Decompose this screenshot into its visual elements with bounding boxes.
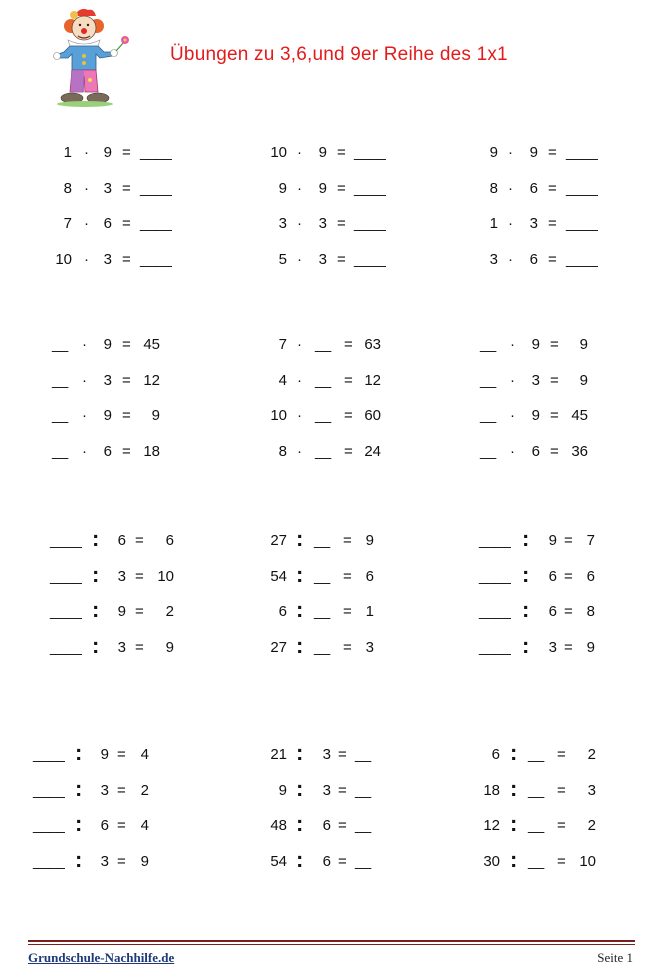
operand-a: 8 (278, 443, 287, 461)
equals-sign: = (550, 407, 559, 425)
operand-a: 5 (278, 251, 287, 269)
operand-a: 30 (483, 853, 500, 871)
answer-blank[interactable]: __ (52, 336, 68, 353)
equals-sign: = (117, 746, 126, 763)
operand-a: 7 (278, 336, 287, 353)
operand-a: 9 (278, 781, 287, 799)
equals-sign: = (550, 336, 559, 353)
answer-blank[interactable]: __ (528, 746, 544, 763)
answer-blank[interactable]: __ (52, 371, 68, 389)
operator: · (297, 215, 302, 233)
operand-a: 21 (270, 746, 287, 763)
answer-blank[interactable]: __ (52, 407, 68, 425)
answer-blank[interactable]: ____ (50, 639, 82, 657)
answer-blank[interactable]: __ (315, 371, 331, 389)
footer-rule (28, 940, 635, 942)
answer-blank[interactable]: ____ (354, 215, 386, 233)
operator: : (92, 526, 100, 551)
operand-a: 9 (489, 144, 498, 161)
operand-b: 3 (318, 215, 327, 233)
operand-b: 6 (322, 853, 331, 871)
answer-blank[interactable]: __ (528, 853, 544, 871)
operand-a: 1 (63, 144, 72, 161)
equals-sign: = (343, 567, 352, 585)
answer-blank[interactable]: ____ (354, 251, 386, 269)
answer-blank[interactable]: ____ (50, 567, 82, 585)
operand-a: 27 (270, 639, 287, 657)
answer-blank[interactable]: ____ (140, 251, 172, 269)
operator: : (296, 561, 304, 587)
operand-b: 3 (322, 746, 331, 763)
answer-blank[interactable]: __ (355, 746, 371, 763)
operator: : (522, 633, 530, 659)
operand-b: 9 (548, 532, 557, 549)
operand-b: 6 (548, 567, 557, 585)
operator: · (508, 179, 513, 197)
result: 60 (364, 407, 381, 425)
answer-blank[interactable]: __ (480, 407, 496, 425)
equals-sign: = (548, 215, 557, 233)
operator: : (296, 597, 304, 623)
result: 4 (140, 817, 149, 835)
answer-blank[interactable]: ____ (33, 746, 65, 763)
answer-blank[interactable]: __ (355, 781, 371, 799)
answer-blank[interactable]: ____ (566, 251, 598, 269)
operator: · (297, 179, 302, 197)
equals-sign: = (564, 532, 573, 549)
operand-b: 3 (531, 371, 540, 389)
result: 10 (157, 567, 174, 585)
equals-sign: = (135, 532, 144, 549)
page-title: Übungen zu 3,6,und 9er Reihe des 1x1 (170, 44, 508, 65)
result: 12 (364, 371, 381, 389)
operand-a: 54 (270, 853, 287, 871)
answer-blank[interactable]: __ (355, 853, 371, 871)
answer-blank[interactable]: __ (480, 371, 496, 389)
operand-b: 9 (103, 144, 112, 161)
result: 63 (364, 336, 381, 353)
operand-b: 9 (531, 336, 540, 353)
answer-blank[interactable]: __ (528, 781, 544, 799)
equals-sign: = (557, 853, 566, 871)
operator: · (84, 179, 89, 197)
operator: · (84, 215, 89, 233)
operator: : (92, 561, 100, 587)
operand-b: 3 (103, 179, 112, 197)
equals-sign: = (338, 746, 347, 763)
answer-blank[interactable]: __ (315, 407, 331, 425)
footer-divider (28, 940, 635, 945)
answer-blank[interactable]: ____ (479, 639, 511, 657)
operand-b: 3 (117, 567, 126, 585)
operand-b: 9 (318, 144, 327, 161)
operand-a: 10 (55, 251, 72, 269)
answer-blank[interactable]: ____ (50, 532, 82, 549)
result: 7 (586, 532, 595, 549)
equals-sign: = (338, 817, 347, 835)
operator: : (296, 526, 304, 551)
operator: : (92, 597, 100, 623)
operand-b: 6 (103, 215, 112, 233)
answer-blank[interactable]: ____ (566, 144, 598, 161)
operator: : (75, 775, 83, 801)
result: 3 (365, 639, 374, 657)
operand-b: 3 (548, 639, 557, 657)
operand-a: 3 (278, 215, 287, 233)
operator: : (510, 811, 518, 837)
footer-rule (28, 944, 635, 945)
operand-b: 3 (318, 251, 327, 269)
operator: : (75, 847, 83, 873)
answer-blank[interactable]: __ (480, 336, 496, 353)
operator: : (296, 740, 304, 765)
operand-b: 6 (100, 817, 109, 835)
result: 2 (587, 817, 596, 835)
result: 10 (579, 853, 596, 871)
operator: · (508, 144, 513, 161)
operator: · (297, 336, 302, 353)
operand-a: 12 (483, 817, 500, 835)
result: 9 (140, 853, 149, 871)
operand-b: 3 (103, 371, 112, 389)
answer-blank[interactable]: __ (480, 443, 496, 461)
operand-b: 6 (529, 251, 538, 269)
operator: : (522, 526, 530, 551)
equals-sign: = (337, 215, 346, 233)
equals-sign: = (557, 781, 566, 799)
equals-sign: = (117, 817, 126, 835)
operand-a: 48 (270, 817, 287, 835)
operand-b: 6 (103, 443, 112, 461)
operand-a: 3 (489, 251, 498, 269)
operand-b: 9 (117, 603, 126, 621)
result: 9 (151, 407, 160, 425)
result: 2 (165, 603, 174, 621)
equals-sign: = (550, 371, 559, 389)
answer-blank[interactable]: ____ (33, 853, 65, 871)
equals-sign: = (122, 371, 131, 389)
operator: · (510, 443, 515, 461)
equals-sign: = (122, 443, 131, 461)
answer-blank[interactable]: ____ (140, 179, 172, 197)
equals-sign: = (343, 639, 352, 657)
answer-blank[interactable]: ____ (33, 781, 65, 799)
equals-sign: = (344, 407, 353, 425)
result: 9 (586, 639, 595, 657)
operator: : (510, 847, 518, 873)
equals-sign: = (122, 336, 131, 353)
answer-blank[interactable]: __ (314, 532, 330, 549)
result: 2 (140, 781, 149, 799)
equals-sign: = (117, 781, 126, 799)
result: 9 (165, 639, 174, 657)
operator: : (296, 633, 304, 659)
equals-sign: = (338, 853, 347, 871)
equals-sign: = (557, 817, 566, 835)
answer-blank[interactable]: __ (355, 817, 371, 835)
equals-sign: = (135, 567, 144, 585)
operator: · (297, 407, 302, 425)
operator: : (75, 740, 83, 765)
answer-blank[interactable]: ____ (354, 144, 386, 161)
operator: : (296, 811, 304, 837)
result: 6 (365, 567, 374, 585)
equals-sign: = (337, 144, 346, 161)
operator: · (82, 443, 87, 461)
operator: · (510, 336, 515, 353)
operand-a: 18 (483, 781, 500, 799)
operator: · (297, 251, 302, 269)
operand-b: 3 (322, 781, 331, 799)
operand-b: 9 (103, 336, 112, 353)
operand-a: 27 (270, 532, 287, 549)
equals-sign: = (550, 443, 559, 461)
operand-b: 9 (531, 407, 540, 425)
operator: · (297, 371, 302, 389)
result: 3 (587, 781, 596, 799)
operand-b: 9 (529, 144, 538, 161)
operand-b: 3 (529, 215, 538, 233)
equals-sign: = (117, 853, 126, 871)
operator: · (82, 336, 87, 353)
operator: : (296, 847, 304, 873)
answer-blank[interactable]: __ (528, 817, 544, 835)
equals-sign: = (135, 603, 144, 621)
equals-sign: = (343, 532, 352, 549)
answer-blank[interactable]: __ (314, 603, 330, 621)
answer-blank[interactable]: ____ (479, 532, 511, 549)
operand-a: 1 (489, 215, 498, 233)
operator: : (75, 811, 83, 837)
answer-blank[interactable]: __ (315, 336, 331, 353)
operand-b: 6 (322, 817, 331, 835)
answer-blank[interactable]: ____ (140, 215, 172, 233)
result: 9 (579, 371, 588, 389)
equals-sign: = (338, 781, 347, 799)
equals-sign: = (564, 567, 573, 585)
operator: · (84, 144, 89, 161)
operator: : (510, 775, 518, 801)
operator: · (297, 144, 302, 161)
operand-b: 9 (318, 179, 327, 197)
answer-blank[interactable]: __ (315, 443, 331, 461)
equals-sign: = (337, 251, 346, 269)
equals-sign: = (337, 179, 346, 197)
operand-a: 8 (489, 179, 498, 197)
operand-b: 9 (100, 746, 109, 763)
equals-sign: = (135, 639, 144, 657)
result: 2 (587, 746, 596, 763)
operator: · (82, 407, 87, 425)
equals-sign: = (122, 179, 131, 197)
operand-a: 4 (278, 371, 287, 389)
equals-sign: = (564, 639, 573, 657)
equals-sign: = (548, 179, 557, 197)
operand-b: 3 (100, 781, 109, 799)
result: 36 (571, 443, 588, 461)
operator: : (510, 740, 518, 765)
result: 4 (140, 746, 149, 763)
operator: · (510, 371, 515, 389)
operand-a: 10 (270, 144, 287, 161)
operator: · (297, 443, 302, 461)
result: 45 (571, 407, 588, 425)
operand-b: 9 (103, 407, 112, 425)
operator: : (296, 775, 304, 801)
operand-a: 6 (278, 603, 287, 621)
result: 8 (586, 603, 595, 621)
operator: : (92, 633, 100, 659)
equals-sign: = (344, 336, 353, 353)
equals-sign: = (557, 746, 566, 763)
equals-sign: = (122, 144, 131, 161)
result: 24 (364, 443, 381, 461)
operand-a: 6 (491, 746, 500, 763)
equals-sign: = (122, 251, 131, 269)
operand-b: 3 (100, 853, 109, 871)
answer-blank[interactable]: __ (52, 443, 68, 461)
footer-site-link[interactable]: Grundschule-Nachhilfe.de (28, 950, 175, 965)
operand-b: 6 (117, 532, 126, 549)
operator: · (82, 371, 87, 389)
equals-sign: = (122, 407, 131, 425)
answer-blank[interactable]: ____ (479, 603, 511, 621)
operand-b: 3 (117, 639, 126, 657)
equals-sign: = (344, 371, 353, 389)
operator: · (510, 407, 515, 425)
answer-blank[interactable]: ____ (479, 567, 511, 585)
equals-sign: = (343, 603, 352, 621)
operand-b: 3 (103, 251, 112, 269)
answer-blank[interactable]: ____ (354, 179, 386, 197)
operand-b: 6 (529, 179, 538, 197)
result: 45 (143, 336, 160, 353)
result: 18 (143, 443, 160, 461)
footer-page-number: Seite 1 (597, 950, 633, 965)
operand-b: 6 (531, 443, 540, 461)
operand-a: 7 (63, 215, 72, 233)
equals-sign: = (548, 144, 557, 161)
answer-blank[interactable]: __ (314, 567, 330, 585)
operand-b: 6 (548, 603, 557, 621)
answer-blank[interactable]: ____ (33, 817, 65, 835)
result: 6 (586, 567, 595, 585)
equals-sign: = (564, 603, 573, 621)
operator: : (522, 597, 530, 623)
operator: · (84, 251, 89, 269)
operator: : (522, 561, 530, 587)
clown-illustration (44, 6, 140, 108)
operand-a: 8 (63, 179, 72, 197)
operand-a: 9 (278, 179, 287, 197)
result: 9 (579, 336, 588, 353)
result: 6 (165, 532, 174, 549)
equals-sign: = (344, 443, 353, 461)
answer-blank[interactable]: __ (314, 639, 330, 657)
result: 12 (143, 371, 160, 389)
result: 1 (365, 603, 374, 621)
answer-blank[interactable]: ____ (50, 603, 82, 621)
operator: · (508, 215, 513, 233)
result: 9 (365, 532, 374, 549)
equals-sign: = (548, 251, 557, 269)
answer-blank[interactable]: ____ (566, 179, 598, 197)
equals-sign: = (122, 215, 131, 233)
operand-a: 54 (270, 567, 287, 585)
answer-blank[interactable]: ____ (566, 215, 598, 233)
operand-a: 10 (270, 407, 287, 425)
operator: · (508, 251, 513, 269)
answer-blank[interactable]: ____ (140, 144, 172, 161)
